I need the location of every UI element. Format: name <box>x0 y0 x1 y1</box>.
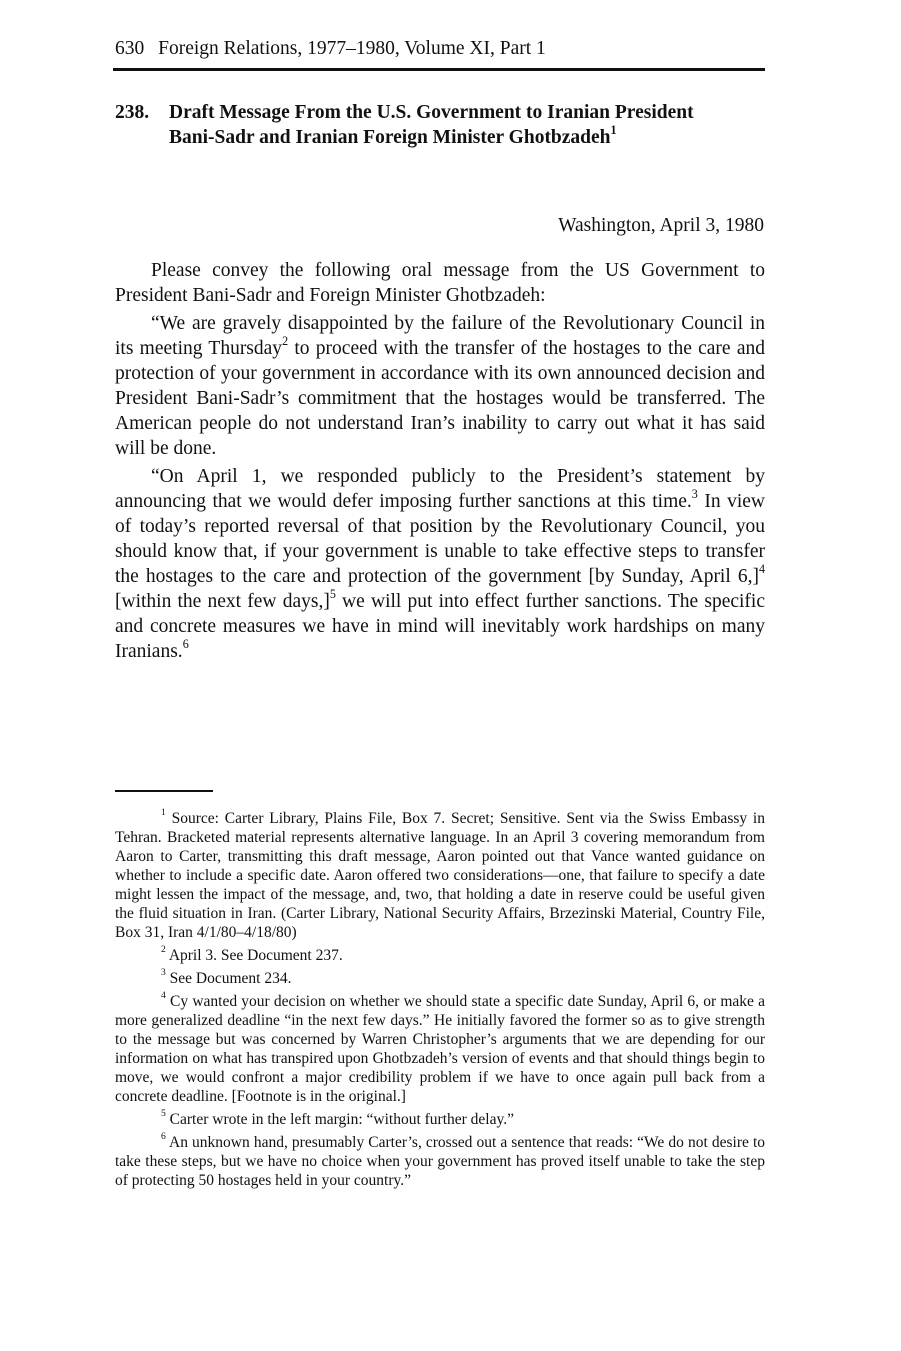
footnote-mark: 6 <box>161 1131 166 1143</box>
header-rule <box>113 68 765 71</box>
footnote-5 <box>115 1110 765 1129</box>
footnote-6 <box>115 1133 765 1190</box>
footnote-text: Cy wanted your decision on whether we should state a specific date Sunday, April 6, or make a more generalized deadline “in the next few days.” He initially favored the former so as to give strength to the message but was concerned by Warren Christopher’s arguments that we are depending for our information on what has transpired upon Ghotbzadeh’s version of events and that should things begin to move, we would confront a major credibility problem if we have to once again pull back from a concrete deadline. [Footnote is in the original.] <box>115 993 765 1105</box>
body-text-run: “On April 1, we responded publicly to the President’s statement by announcing that we would defer imposing further sanctions at this time. <box>115 466 765 512</box>
body-text-run: “We are gravely disappointed by the failure of the Revolutionary Council in its meeting Thursday <box>115 313 765 359</box>
footnote-1 <box>115 809 765 942</box>
footnote-ref-1: 1 <box>610 122 617 137</box>
footnote-ref-3: 3 <box>691 486 698 501</box>
body-text-run: [within the next few days,] <box>115 591 330 612</box>
footnote-separator <box>115 790 213 792</box>
document-title-text: Draft Message From the U.S. Government to Iranian President Bani-Sadr and Iranian Foreign Minister Ghotbzadeh <box>169 102 694 148</box>
running-head <box>115 34 765 64</box>
footnote-mark: 1 <box>161 807 166 819</box>
footnote-text: An unknown hand, presumably Carter’s, crossed out a sentence that reads: “We do not desire to take these steps, but we have no choice when your government has proved itself unable to take the step of protecting 50 hostages held in your country.” <box>115 1134 765 1189</box>
document-number: 238. <box>115 102 150 123</box>
footnote-ref-2: 2 <box>282 333 289 348</box>
footnote-3 <box>115 969 765 988</box>
body-text-run: In view of today’s reported reversal of that position by the Revolutionary Council, you should know that, if your government is unable to take effective steps to transfer the hostages to the care and protection of the government [by Sunday, April 6,] <box>115 491 765 587</box>
footnote-ref-4: 4 <box>758 561 765 576</box>
document-heading <box>115 100 715 150</box>
document-title <box>169 100 729 150</box>
footnote-2 <box>115 946 765 965</box>
place-date-line: Washington, April 3, 1980 <box>558 215 764 236</box>
footnote-mark: 4 <box>161 990 166 1002</box>
footnote-text: Carter wrote in the left margin: “without further delay.” <box>165 1111 514 1128</box>
footnote-mark: 2 <box>161 944 166 956</box>
body-text-run: to proceed with the transfer of the hostages to the care and protection of your government in accordance with its own announced decision and President Bani-Sadr’s commitment that the hostages would be transferred. The American people do not understand Iran’s inability to carry out what it has said will be done. <box>115 338 765 459</box>
footnotes <box>115 809 765 1190</box>
body-paragraph-1: Please convey the following oral message from the US Government to President Bani-Sadr and Foreign Minister Ghotbzadeh: <box>115 260 765 306</box>
volume-title: Foreign Relations, 1977–1980, Volume XI, Part 1 <box>158 38 546 59</box>
message-body <box>115 258 765 667</box>
footnote-text: Source: Carter Library, Plains File, Box 7. Secret; Sensitive. Sent via the Swiss Embassy in Tehran. Bracketed material represents alternative language. In an April 3 covering memorandum from Aaron to Carter, transmitting this draft message, Aaron pointed out that Vance wanted guidance on whether to include a specific date. Aaron offered two considerations—one, that failure to specify a date might lessen the impact of the message, and, two, that holding a date in reserve could be useful given the fluid situation in Iran. (Carter Library, National Security Affairs, Brzezinski Material, Country File, Box 31, Iran 4/1/80–4/18/80) <box>115 810 765 941</box>
footnote-mark: 5 <box>161 1108 166 1120</box>
footnote-text: See Document 234. <box>165 970 292 987</box>
body-text-run: we will put into effect further sanctions. The specific and concrete measures we have in mind will inevitably work hardships on many Iranians. <box>115 591 765 662</box>
footnote-ref-6: 6 <box>182 636 189 651</box>
body-paragraph-3 <box>115 464 765 664</box>
footnote-4 <box>115 992 765 1106</box>
footnote-mark: 3 <box>161 967 166 979</box>
body-paragraph-2 <box>115 311 765 461</box>
page-number: 630 <box>115 38 145 59</box>
footnote-ref-5: 5 <box>329 586 336 601</box>
footnote-text: April 3. See Document 237. <box>165 947 343 964</box>
